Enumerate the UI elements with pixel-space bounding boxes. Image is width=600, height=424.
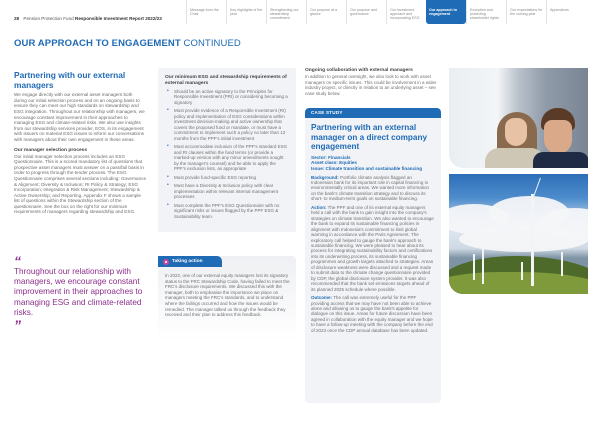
background-label: Background: bbox=[311, 174, 339, 180]
nav-tab-investment-approach[interactable]: Our investment approach and incorporating ESG bbox=[386, 0, 426, 24]
case-study-action bbox=[311, 205, 435, 292]
nav-tab-key-highlights[interactable]: Key highlights of the year bbox=[226, 0, 266, 24]
photo-wind-turbines bbox=[449, 174, 588, 294]
requirement-item: • Must have a Diversity & Inclusion policy with clear implementation within relevant internal management processes bbox=[165, 183, 289, 200]
report-title: Responsible Investment Report 2022/23 bbox=[75, 16, 162, 21]
requirements-list bbox=[165, 89, 289, 220]
taking-action-body: In 2022, one of our external equity managers lost its signatory status to the FRC Stewardship Code, having failed to meet the FRC's disclosure requirements. We discussed this with the manager, both to emphasise the importance we place on managers meeting the FRC's standards, and to understand where the failings occurred and how the issues would be remedied. The manager talked us through the feedback they received and their plan to address this feedback. bbox=[165, 273, 290, 318]
requirements-box bbox=[158, 68, 296, 232]
case-study-background bbox=[311, 175, 435, 202]
action-label: Action: bbox=[311, 204, 327, 210]
nav-tab-appendices[interactable]: Appendices bbox=[546, 0, 586, 24]
nav-tab-stewardship-commitment[interactable]: Strengthening our stewardship commitment bbox=[266, 0, 306, 24]
open-quote-icon: “ bbox=[14, 253, 20, 269]
nav-tab-purpose-at-glance[interactable]: Our purpose at a glance bbox=[306, 0, 346, 24]
case-study-outcome bbox=[311, 295, 435, 333]
requirement-item: • Must provide evidence of a Responsible Investment (RI) policy and implementation of ESG considerations within investment decision-making and active ownership that covers the proposed fund or mandate, or must have a commitment to implement such a policy no later than 12 months from the PPF's initial investment bbox=[165, 108, 289, 141]
case-study-tag: CASE STUDY bbox=[305, 108, 441, 118]
page-header bbox=[0, 0, 600, 24]
selection-body: Our initial manager selection process includes an ESG Questionnaire. This is a scored mandatory list of questions that prospective asset managers must answer on a pass/fail basis in order to progress through the tender process. The ESG Questionnaire comprises several sections including: Governance & Alignment; Diversity & Inclusion; RI Policy & Strategy; ESG Incorporation; Integration & Risk Management; Stewardship & Active Ownership; and Reporting. Appendix F shows a sample list of questions within the Stewardship section of the questionnaire. See the box on the right for our minimum requirements of managers regarding stewardship and ESG. bbox=[14, 153, 147, 215]
quote-text: Throughout our relationship with managers, we encourage constant improvement in their approaches to managing ESG and climate-related risks. bbox=[14, 267, 143, 317]
partnering-section bbox=[14, 71, 146, 220]
outcome-label: Outcome: bbox=[311, 295, 333, 301]
case-study-title: Partnering with an external manager on a direct company engagement bbox=[311, 123, 428, 152]
requirement-item: • Should be an active signatory to the Principles for Responsible Investment (PRI) or considering becoming a signatory bbox=[165, 89, 289, 106]
page-title bbox=[14, 38, 241, 49]
requirement-item: • Must complete the PPF's ESG Questionnaire with no significant risks or issues flagged by the PPF ESG & Sustainability team. bbox=[165, 203, 289, 220]
taking-action-tab bbox=[158, 256, 222, 267]
ongoing-section bbox=[305, 68, 445, 96]
requirement-item: • Must provide fund-specific ESG reporting bbox=[165, 175, 289, 181]
taking-action-label: Taking action bbox=[172, 259, 203, 264]
ongoing-heading: Ongoing collaboration with external managers bbox=[305, 68, 413, 73]
case-study-box bbox=[305, 108, 441, 403]
nav-tab-message-from-chair[interactable]: Message from the Chair bbox=[186, 0, 226, 24]
page-title-suffix: CONTINUED bbox=[183, 38, 241, 49]
partnering-heading: Partnering with our external managers bbox=[14, 70, 126, 90]
page-number: 28 bbox=[14, 16, 20, 21]
action-text: The PPF and one of its external equity managers held a call with the bank to gain insight into the company's strategies on climate transition. We also wanted to encourage the bank to expand its sustainable financing policies in alignment with Indonesia's commitment to limit global warming in accordance with the Paris Agreement. The exploratory call helped to gauge the bank's approach to sustainable financing. We were pleased to hear about its process for integrating sustainability factors and certifications into its underwriting process, its sustainable financing programmes and growth targets attached to strategies. Areas of disclosure weakness were discussed and a request made to submit data to the climate change questionnaire provided by CDP, the global disclosure system provider. It was also recommended that the bank set emissions targets ahead of its planned 2025 schedule where possible. bbox=[311, 204, 434, 292]
ongoing-body: In addition to general oversight, we also look to work with asset managers on specific issues. This could be involvement in a wider industry project, or directly in relation to an underlying asset – see case study below. bbox=[305, 74, 437, 96]
photo-meeting bbox=[449, 68, 588, 168]
fund-name: Pension Protection Fund bbox=[23, 16, 74, 21]
outcome-text: The call was extremely useful for the PPF providing access that we may have not been able to achieve alone and allowing us to gauge the bank's appetite for dialogue on this issue. Areas for future discussion have been agreed in collaboration with the equity manager and we hope to have a follow-up meeting with the company before the end of 2023 once the CDP annual database has been updated. bbox=[311, 295, 433, 333]
target-icon bbox=[163, 259, 169, 265]
section-nav bbox=[186, 0, 586, 24]
case-study-issue: Issue: Climate transition and sustainable financing bbox=[311, 165, 423, 171]
page-title-main: OUR APPROACH TO ENGAGEMENT bbox=[14, 38, 181, 49]
taking-action-box bbox=[158, 256, 296, 341]
pull-quote bbox=[14, 253, 152, 334]
partnering-body: We engage directly with our external asset managers both during our initial selection process and on an ongoing basis to ensure they can meet our high standards on stewardship and ESG integration. Throughout our relationship with managers, we encourage constant improvement in their approaches to managing ESG and climate-related risks. We also use insights from our stewardship services provider, EOS, in its engagement with issuers on material ESG issues to inform our conversations with managers about their own engagement in these areas. bbox=[14, 92, 145, 142]
case-study-sector: Sector: Financials bbox=[311, 154, 351, 160]
close-quote-icon: ” bbox=[14, 317, 20, 334]
selection-heading: Our manager selection process bbox=[14, 147, 88, 153]
case-study-asset-class: Asset class: Equities bbox=[311, 160, 357, 166]
requirements-heading: Our minimum ESG and stewardship requirements of external managers bbox=[165, 75, 287, 86]
requirement-item: • Must accommodate inclusion of the PPF's standard ESG and RI clauses within the fund terms (or provide a marked-up version with any minor amendments sought by the manager's counsel) and be able to apply the PPF's exclusion lists, as appropriate bbox=[165, 144, 289, 172]
nav-tab-purpose-governance[interactable]: Our purpose and governance bbox=[346, 0, 386, 24]
nav-tab-approach-to-engagement[interactable]: Our approach to engagement bbox=[426, 0, 466, 24]
nav-tab-expectations[interactable]: Our expectations for the coming year bbox=[506, 0, 546, 24]
background-text: Portfolio climate analysis flagged an Indonesian bank for its important role in capital financing in environmentally critical areas. We wanted more information on the bank's climate transition strategy and to discuss its short- to medium-term goals on sustainable financing. bbox=[311, 174, 429, 202]
nav-tab-shareholder-rights[interactable]: Exception and protecting shareholder rights bbox=[466, 0, 506, 24]
page-reference bbox=[14, 16, 162, 21]
